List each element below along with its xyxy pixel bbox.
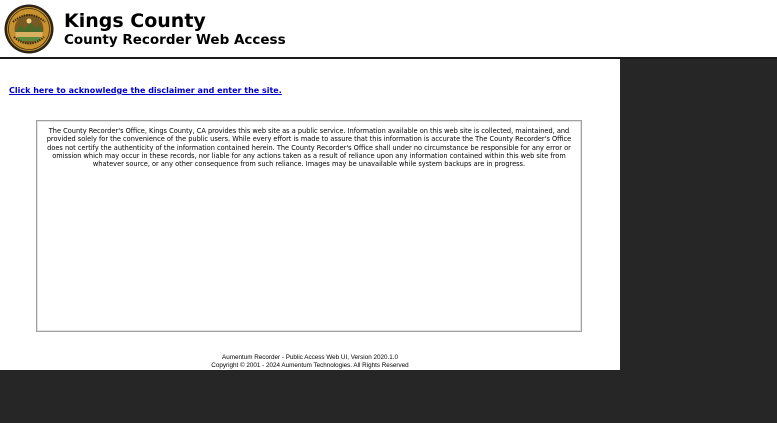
main-content [0, 59, 620, 370]
acknowledge-disclaimer-link[interactable]: Click here to acknowledge the disclaimer and enter the site. [9, 86, 282, 95]
copyright-text: Copyright © 2001 - 2024 Aumentum Technologies. All Rights Reserved [211, 362, 409, 369]
app-name-subtitle: County Recorder Web Access [64, 32, 286, 48]
page-footer [0, 354, 620, 370]
disclaimer-box[interactable] [36, 120, 582, 332]
version-text: Aumentum Recorder - Public Access Web UI, Version 2020.1.0 [222, 354, 398, 361]
county-seal-icon [4, 4, 54, 54]
county-name-title: Kings County [64, 10, 206, 32]
page-header [0, 0, 777, 59]
disclaimer-text: The County Recorder's Office, Kings County, CA provides this web site as a public service. Information available on this web site is collected, maintained, and provided solely for the convenience of the public users. While every effort is made to assure that this information is accurate the The County Recorder's Office does not certify the authenticity of the information contained herein. The County Recorder's Office shall under no circumstance be responsible for any error or omission which may occur in these records, nor liable for any actions taken as a result of reliance upon any information contained within this web site from whatever source, or any other consequence from such reliance. Images may be unavailable while system backups are in progress. [46, 127, 572, 169]
